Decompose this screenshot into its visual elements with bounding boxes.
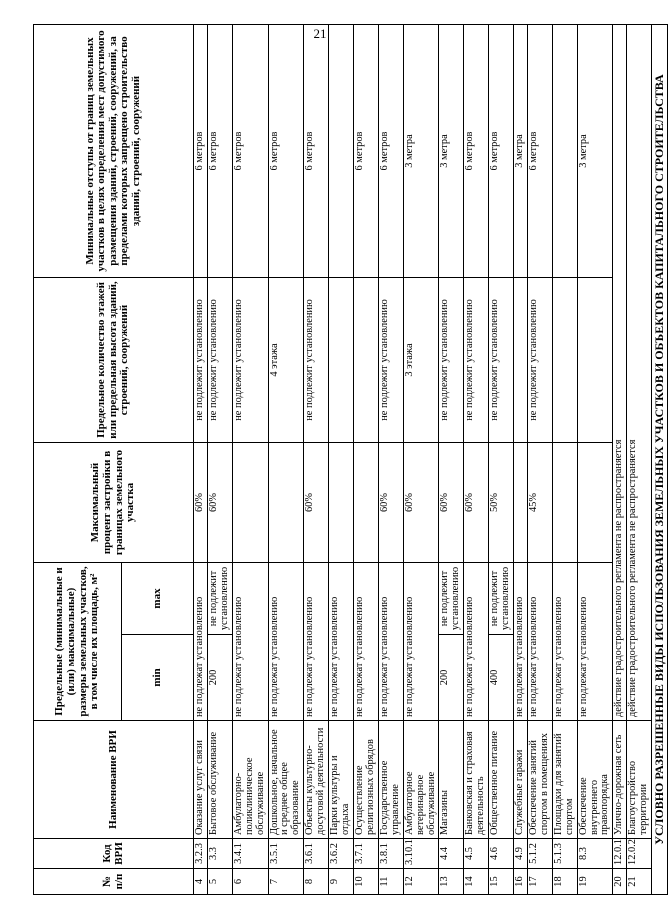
row-code: 3.8.1 [378,839,403,869]
row-floors: не подлежит установлению [489,278,514,443]
row-code: 5.1.2 [527,839,552,869]
row-code: 5.1.3 [552,839,577,869]
row-density: 60% [464,443,489,563]
row-number: 14 [464,869,489,895]
row-size: не подлежат установлению [378,563,403,721]
row-floors: не подлежит установлению [232,278,268,443]
table-row [353,25,378,895]
header-code: Код ВРИ [34,839,194,869]
row-name: Амбулаторное ветеринарное обслуживание [403,721,439,839]
row-density: 60% [378,443,403,563]
header-floors: Предельное количество этажей или предельная высота зданий, строений, сооружений [34,278,194,443]
row-setback [552,25,577,278]
row-density: 60% [207,443,232,563]
row-note: действие градостроительного регламента не распространяется [627,25,652,721]
row-density [513,443,527,563]
row-code: 8.3 [577,839,613,869]
row-floors [513,278,527,443]
row-size: не подлежат установлению [464,563,489,721]
section-row [652,25,668,895]
row-size: не подлежат установлению [403,563,439,721]
row-code: 3.3 [207,839,232,869]
row-floors: не подлежит установлению [464,278,489,443]
row-number: 21 [627,869,652,895]
row-setback [329,25,354,278]
row-floors: не подлежит установлению [207,278,232,443]
row-code: 3.10.1 [403,839,439,869]
row-number: 8 [304,869,329,895]
table-row [577,25,613,895]
row-code: 12.0.2 [627,839,652,869]
row-floors [552,278,577,443]
row-size: не подлежат установлению [577,563,613,721]
row-name: Дошкольное, начальное и среднее общее образование [268,721,304,839]
row-density [268,443,304,563]
header-density: Максимальный процент застройки в границах земельного участка [34,443,194,563]
row-number: 9 [329,869,354,895]
row-density: 60% [403,443,439,563]
table-row [403,25,439,895]
row-density: 60% [439,443,464,563]
row-size: не подлежат установлению [353,563,378,721]
row-name: Бытовое обслуживание [207,721,232,839]
row-code: 4.6 [489,839,514,869]
table-row [613,25,627,895]
row-density [329,443,354,563]
row-setback: 6 метров [232,25,268,278]
row-setback: 3 метра [577,25,613,278]
row-setback: 6 метров [268,25,304,278]
row-name: Магазины [439,721,464,839]
row-density [552,443,577,563]
row-floors: не подлежит установлению [527,278,552,443]
table-row [489,25,514,895]
row-code: 3.6.2 [329,839,354,869]
row-number: 13 [439,869,464,895]
header-size: Предельные (минимальные и (или) максимальные) размеры земельных участков, в том числе их площадь, м² [34,563,122,721]
row-name: Общественное питание [489,721,514,839]
section-title: УСЛОВНО РАЗРЕШЕННЫЕ ВИДЫ ИСПОЛЬЗОВАНИЯ ЗЕМЕЛЬНЫХ УЧАСТКОВ И ОБЪЕКТОВ КАПИТАЛЬНОГО СТРОИТЕЛЬСТВА [652,25,668,895]
row-floors [577,278,613,443]
row-floors: не подлежит установлению [304,278,329,443]
rotated-table-container [33,25,667,895]
row-setback: 6 метров [464,25,489,278]
row-setback: 6 метров [527,25,552,278]
row-floors [329,278,354,443]
row-name: Обеспечение занятий спортом в помещениях [527,721,552,839]
row-floors: 4 этажа [268,278,304,443]
row-code: 3.2.3 [194,839,208,869]
row-size-max: не подлежит установлению [489,563,514,635]
row-number: 11 [378,869,403,895]
row-density: 60% [304,443,329,563]
row-size: не подлежат установлению [527,563,552,721]
row-density [232,443,268,563]
row-floors: не подлежит установлению [439,278,464,443]
row-density [353,443,378,563]
regulations-table [33,24,668,895]
row-name: Улично-дорожная сеть [613,721,627,839]
row-note: действие градостроительного регламента не распространяется [613,25,627,721]
table-header-row [34,25,122,895]
row-density [577,443,613,563]
row-setback: 3 метра [403,25,439,278]
table-row [513,25,527,895]
header-name: Наименование ВРИ [34,721,194,839]
row-name: Амбулаторно-поликлиническое обслуживание [232,721,268,839]
row-setback: 6 метров [207,25,232,278]
row-code: 3.6.1 [304,839,329,869]
table-row [627,25,652,895]
row-number: 18 [552,869,577,895]
table-row [527,25,552,895]
header-setback: Минимальные отступы от границ земельных участков в целях определения мест допустимого размещения зданий, строений, сооружений, за пределами которых запрещено строительство зданий, строений, сооружений [34,25,194,278]
row-number: 4 [194,869,208,895]
row-name: Осуществление религиозных обрядов [353,721,378,839]
row-code: 3.5.1 [268,839,304,869]
row-number: 6 [232,869,268,895]
header-num: № п/п [34,869,194,895]
table-row [552,25,577,895]
row-density: 50% [489,443,514,563]
row-setback: 6 метров [194,25,208,278]
row-size-max: не подлежит установлению [439,563,464,635]
row-setback: 6 метров [489,25,514,278]
row-size: не подлежат установлению [304,563,329,721]
row-name: Государственное управление [378,721,403,839]
row-code: 12.0.1 [613,839,627,869]
row-size: не подлежат установлению [232,563,268,721]
row-setback: 6 метров [378,25,403,278]
row-number: 20 [613,869,627,895]
row-code: 4.4 [439,839,464,869]
row-number: 10 [353,869,378,895]
row-size: не подлежат установлению [552,563,577,721]
row-number: 12 [403,869,439,895]
row-size-max: не подлежит установлению [207,563,232,635]
page-number: 21 [313,26,327,41]
row-number: 5 [207,869,232,895]
row-size-min: 400 [489,635,514,721]
row-number: 7 [268,869,304,895]
row-code: 4.5 [464,839,489,869]
row-name: Объекты культурно-досуговой деятельности [304,721,329,839]
row-size: не подлежат установлению [329,563,354,721]
table-body [194,25,668,895]
table-row [207,25,232,895]
row-size-min: 200 [439,635,464,721]
row-size: не подлежат установлению [513,563,527,721]
table-row [378,25,403,895]
row-name: Банковская и страховая деятельность [464,721,489,839]
row-floors: 3 этажа [403,278,439,443]
table-row [304,25,329,895]
row-density: 45% [527,443,552,563]
row-setback: 6 метров [304,25,329,278]
row-name: Благоустройство территории [627,721,652,839]
table-row [439,25,464,895]
row-setback: 3 метра [513,25,527,278]
row-size-min: 200 [207,635,232,721]
row-size: не подлежат установлению [194,563,208,721]
table-row [329,25,354,895]
row-code: 3.7.1 [353,839,378,869]
row-code: 4.9 [513,839,527,869]
header-min: min [122,635,194,721]
row-name: Обеспечение внутреннего правопорядка [577,721,613,839]
row-name: Оказание услуг связи [194,721,208,839]
row-name: Парки культуры и отдыха [329,721,354,839]
row-name: Площадки для занятий спортом [552,721,577,839]
row-number: 16 [513,869,527,895]
row-density: 60% [194,443,208,563]
table-row [194,25,208,895]
header-max: max [122,563,194,635]
row-setback: 3 метра [439,25,464,278]
row-floors [353,278,378,443]
row-code: 3.4.1 [232,839,268,869]
row-name: Служебные гаражи [513,721,527,839]
row-number: 19 [577,869,613,895]
row-floors: не подлежит установлению [378,278,403,443]
table-row [232,25,268,895]
row-size: не подлежат установлению [268,563,304,721]
row-floors: не подлежит установлению [194,278,208,443]
row-number: 15 [489,869,514,895]
table-row [464,25,489,895]
row-number: 17 [527,869,552,895]
table-row [268,25,304,895]
row-setback: 6 метров [353,25,378,278]
